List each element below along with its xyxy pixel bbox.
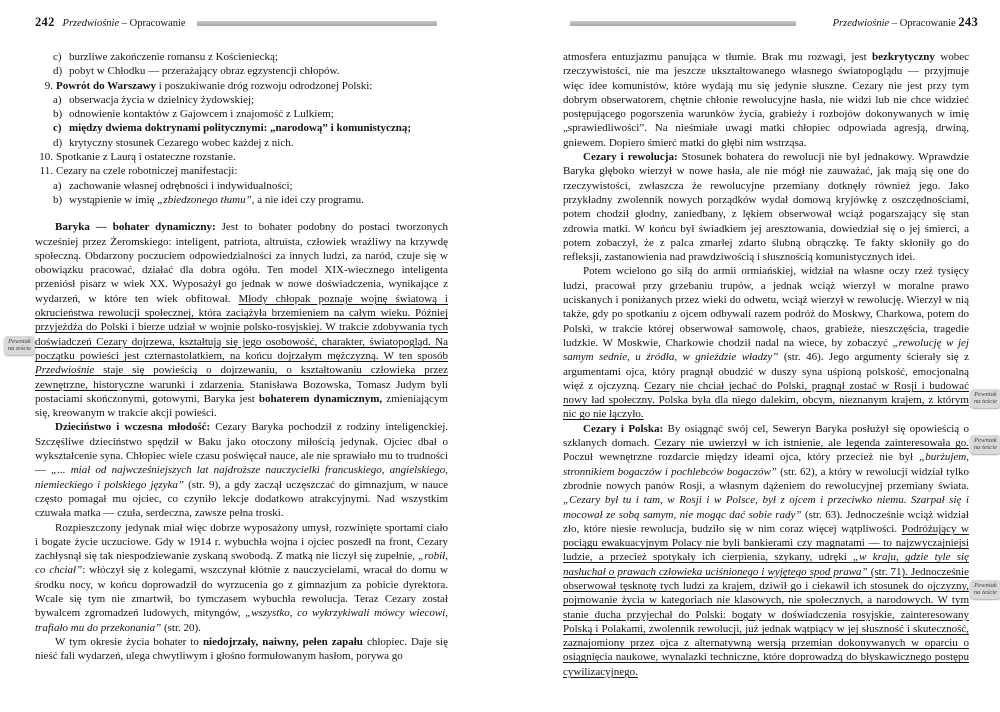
margin-note-label: na teście — [973, 398, 998, 406]
margin-note-label: Pewniak — [974, 437, 997, 444]
margin-note-exam-tip — [970, 435, 1000, 454]
text-run: Cezary i Polska: — [583, 422, 664, 435]
text-run: W tym okresie życia bohater to — [55, 635, 203, 648]
text-run: : włóczył się z kolegami, wszczynał kłótnie z nauczycielami, wracał do domu w środku nocy, w końcu doprowadził do wyrzucenia go z gimnazjum za pobicie dyrektora. Wcale się tym nie zmartwił, bo tymczasem wybuchła rewolucja. Teraz Cezary został bywalcem zgromadzeń ludowych, mityngów, — [35, 564, 448, 620]
text-run: Cezary na czele robotniczej manifestacji: — [56, 165, 238, 178]
left-page-number: 242 — [35, 15, 55, 29]
underlined-passage: Podróżujący w pociągu ewakuacyjnym Polacy nie byli bankierami czy magnatami — to najzwyczajniejsi ludzie, a przecież spotykały ich cierpienia, szykany, udręki — [563, 522, 969, 564]
underlined-passage: (str. 71). Jednocześnie obserwował tęsknotę tych ludzi za krajem, dziwił go i ciekawił ich stosunek do ojczyzny, pojmowanie życia w kategoriach nie klasowych, nie społecznych, a narodowych. W tym stanie ducha przyjechał do Polski: bogaty w doświadczenia rosyjskie, zainteresowany Polską i Polakami, zwolennik rewolucji, już jednak wątpiący w jej słuszność i skuteczność, zaznajomiony przez ojca z alternatywną wersją przemian dokonywanych w oparciu o osiągnięcia naukowe, wynalazki techniczne, które doprowadzą do błyskawicznego postępu cywilizacyjnego. — [563, 565, 969, 678]
text-run: „wszystko, co wykrzykiwali mówcy wiecowi, trafiało mu do przekonania” — [35, 607, 449, 634]
paragraph — [563, 422, 969, 679]
list-marker: c) — [53, 51, 62, 63]
margin-note-label: Pewniak — [974, 582, 997, 589]
text-run: (str. 9), a gdy zaczął uczęszczać do gimnazjum, w nauce często pomagał mu ojciec, co czyniło lekcje dodatkowo atrakcyjnymi. Nad wszystkim czuwała matka — czuła, serdeczna, zawsze pełna troski. — [35, 478, 448, 520]
right-page-number: 243 — [958, 15, 978, 29]
list-marker: 11. — [39, 165, 53, 178]
right-header-subtitle: – Opracowanie — [889, 18, 959, 29]
right-page-header — [798, 15, 978, 30]
text-run: By osiągnąć swój cel, Seweryn Baryka posłużył się opowieścią o szklanych domach. — [563, 422, 970, 450]
text-run: odnowienie kontaktów z Gajowcem i znajomość z Lulkiem; — [69, 108, 334, 121]
paragraph — [35, 635, 448, 664]
left-header-book-title: Przedwiośnie — [62, 18, 120, 29]
left-header-subtitle: – Opracowanie — [119, 18, 186, 29]
text-run: bohaterem dynamicznym, — [258, 392, 383, 405]
text-run: chłopiec. Daje się nieść fali wydarzeń, ulega chwytliwym i głośno formułowanym hasłom, porywa go — [35, 635, 448, 663]
list-item — [35, 93, 448, 107]
list-marker: 9. — [44, 79, 53, 92]
text-run: Baryka — bohater dynamiczny: — [55, 221, 216, 234]
text-run: (str. 20). — [161, 621, 201, 634]
text-run: „zbiedzonego tłumu” — [157, 193, 252, 206]
list-marker: d) — [53, 65, 63, 78]
underlined-passage: Przedwiośnie — [35, 364, 95, 377]
text-run: Rozpieszczony jedynak miał więc dobrze wyposażony umysł, rozwinięte sportami ciało i bogate życie uczuciowe. Gdy w 1914 r. wybuchła wojna i ojciec poszedł na front, Cezary zachłysnął się tak niespodziewanie zyskaną swobodą. Z matką nie liczył się zupełnie, — [35, 521, 448, 563]
text-run: między dwiema doktrynami politycznymi: „narodową” i komunistyczną; — [69, 122, 412, 135]
text-run: (str. 62), a który w rewolucji widział tylko zbrodnie nowych panów Rosji, a własnym dążeniem do rewolucyjnej przemiany świata. — [563, 465, 970, 492]
text-run: i poszukiwanie dróg rozwoju odrodzonej Polski: — [156, 79, 373, 92]
text-run: atmosfera entuzjazmu panująca w tłumie. Brak mu rozwagi, jest — [563, 51, 872, 63]
right-page-text-column — [563, 50, 969, 679]
text-run: Powrót do Warszawy — [56, 79, 157, 92]
paragraph — [35, 420, 448, 520]
text-run: Spotkanie z Laurą i ostateczne rozstanie. — [56, 151, 236, 164]
list-item — [35, 193, 448, 207]
text-run: niedojrzały, naiwny, pełen zapału — [202, 635, 363, 648]
text-run: „rewolucję w jej samym sednie, u źródła, w gnieździe władzy” — [563, 336, 969, 364]
margin-note-exam-tip — [970, 580, 1000, 599]
list-marker: a) — [53, 179, 62, 192]
margin-note-exam-tip — [970, 389, 1000, 408]
list-item — [35, 50, 448, 64]
underlined-passage: Młody chłopak poznaje wojnę światową i okrucieństwa rewolucji społecznej, która zaciążyła brzemieniem na całym wieku. Później przyjeżdża do Polski i bierze udział w wojnie polsko-rosyjskiej. W trakcie zdobywania tych doświadczeń Cezary dojrzewa, kształtują się jego osobowość, charakter, światopogląd. Na początku powieści jest czternastolatkiem, na końcu dojrzałym mężczyzną. W ten sposób — [35, 292, 448, 362]
list-item — [35, 164, 448, 178]
text-run: zmieniającym się, kreowanym w trakcie akcji powieści. — [35, 392, 448, 420]
list-item — [35, 179, 448, 193]
text-run: „... miał od najwcześniejszych lat najdroższe nauczycielki francuskiego, angielskiego, niemieckiego i polskiego języka” — [35, 464, 448, 491]
paragraph — [35, 521, 448, 635]
list-item — [35, 150, 448, 164]
text-run: Stanisława Bozowska, Tomasz Judym byli postaciami skończonymi, gotowymi, Baryka jest — [35, 378, 448, 405]
margin-note-exam-tip — [4, 336, 35, 355]
margin-note-label: Pewniak — [8, 338, 31, 345]
paragraph — [563, 264, 969, 421]
text-run: Potem wcielono go siłą do armii ormiańskiej, widział na własne oczy rzeź tysięcy ludzi, pracował przy grzebaniu trupów, a jednak wciąż wierzył w moralne prawo uciskanych i poniżanych przez wieki do odwetu, wciąż wierzył w rewolucję. Wierzył w nią także, gdy po spotkaniu z ojcem odbywali razem podróż do Moskwy, Charkowa, potem do Polski, w trakcie której obserwował samowolę, chaos, grabieże, nieszczęścia, tragedie ludzkie. W Moskwie, Charkowie chodził nadal na wiece, by zobaczyć — [563, 265, 969, 349]
left-page-text-column — [35, 50, 448, 663]
text-run: zachowanie własnej odrębności i indywidualności; — [69, 179, 293, 192]
underlined-passage: staje się powieścią o dojrzewaniu, o kształtowaniu człowieka przez zewnętrzne, historyczne warunki i zdarzenia. — [35, 364, 448, 391]
list-item — [35, 136, 448, 150]
margin-note-label: Pewniak — [974, 391, 997, 398]
text-run: (str. 63). Jednocześnie wciąż widział zło, które niesie rewolucja, budziło się w nim coraz więcej wątpliwości. — [563, 508, 969, 535]
paragraph — [563, 150, 969, 264]
list-marker: b) — [53, 193, 63, 206]
list-item — [35, 79, 448, 93]
margin-note-label: na teście — [7, 345, 32, 353]
text-run: „Cezary był tu i tam, w Rosji i w Polsce, był z ojcem i przeciwko niemu. Szarpał się i mocował ze sobą samym, nie mogąc dać sobie rady” — [563, 494, 969, 521]
paragraph — [35, 220, 448, 420]
list-marker: b) — [53, 108, 63, 121]
text-run: Cezary Baryka pochodził z rodziny inteligenckiej. Szczęśliwe dzieciństwo spędził w Baku jako otoczony miłością jedynak. Ojciec dbał o wykształcenie syna. Chłopiec wiele czasu poświęcał nauce, ale nie sprawiało mu to trudności — — [35, 421, 449, 477]
left-page-header — [35, 15, 186, 30]
text-run: „burżujem, stronnikiem bogaczów i pochlebców bogaczów” — [563, 451, 969, 478]
list-marker: 10. — [39, 151, 53, 164]
text-run: Stosunek bohatera do rewolucji nie był jednakowy. Wprawdzie Baryka głęboko wierzył w nowe hasła, ale nie mógł nie zauważać, jak mają się one do rzeczywistości, zwłaszcza że rewolucyjne przemiany dotknęły również jego. Jako przykładny zwolennik nowych porządków wydał domową kryjówkę z oszczędnościami, potem chodził głodny, zaniedbany, z lękiem obserwował wciąż pogarszający się stan zdrowia matki. W końcu był świadkiem jej aresztowania, dowiedział się o jej śmierci, a potem zobaczył, że z palca zmarłej zdarto ślubną obrączkę. Te fakty skłoniły go do refleksji, zastanowienia nad prawdziwością i słusznością komunistycznych idei. — [563, 151, 969, 264]
text-run: Jest to bohater podobny do postaci tworzonych wcześniej przez Żeromskiego: inteligent, patriota, altruista, człowiek wrażliwy na krzywdę społeczną. Obdarzony poczuciem odpowiedzialności za innych ludzi, za naród, czuje się w obowiązku pracować, działać dla dobra ogółu. Ten model XIX-wiecznego inteligenta przeniósł pisarz w wiek XX. Wyposażył go jednak w nowe doświadczenia, wynikające z wydarzeń, w które ten wiek obfitował. — [35, 221, 448, 305]
text-run: „robił, co chciał” — [35, 550, 448, 577]
right-header-book-title: Przedwiośnie — [832, 18, 890, 29]
text-run: wystąpienie w imię — [69, 193, 158, 206]
text-run: obserwacja życia w dzielnicy żydowskiej; — [69, 93, 255, 106]
text-run: Poczuł wewnętrzne rozdarcie między ideami ojca, który przecież nie był — [563, 451, 920, 464]
text-run: pobyt w Chłodku — przerażający obraz egzystencji chłopów. — [69, 65, 340, 78]
underlined-passage: Cezary nie chciał jechać do Polski, pragnął zostać w Rosji i budować nowy ład społeczny. Polska była dla niego dalekim, obcym, nieznanym krajem, z którym nic go nie łączyło. — [563, 379, 969, 421]
list-item — [35, 64, 448, 78]
text-run: Dzieciństwo i wczesna młodość: — [55, 421, 211, 434]
underlined-passage: „w kraju, gdzie tyle się nasłuchał o prawach człowieka uciśnionego i wyjętego spod prawa” — [563, 551, 969, 578]
right-header-rule — [570, 21, 796, 26]
text-run: bezkrytyczny — [872, 51, 935, 63]
text-run: burzliwe zakończenie romansu z Kościeniecką; — [69, 51, 278, 63]
left-header-rule — [197, 21, 437, 26]
margin-note-label: na teście — [973, 444, 998, 452]
list-marker: c) — [53, 122, 62, 135]
text-run: Cezary i rewolucja: — [583, 151, 678, 164]
underlined-passage: Cezary nie uwierzył w ich istnienie, ale legenda zainteresowała go. — [654, 437, 969, 450]
list-item — [35, 107, 448, 121]
list-item — [35, 121, 448, 135]
paragraph — [563, 50, 969, 150]
list-marker: a) — [53, 93, 62, 106]
text-run: (str. 46). Jego argumenty ścierały się z argumentami ojca, który pragnął obudzić w duszy syna uśpioną polskość, emocjonalną więź z ojczyzną. — [563, 351, 969, 392]
text-run: , a nie idei czy programu. — [251, 193, 364, 206]
list-marker: d) — [53, 136, 63, 149]
margin-note-label: na teście — [973, 589, 998, 597]
text-run: krytyczny stosunek Cezarego wobec każdej z nich. — [69, 136, 294, 149]
text-run: wobec rzeczywistości, nie ma jeszcze ukształtowanego własnego światopoglądu — przyjmuje więc idee komunistów, które wydają mu się jedynie słuszne. Cezary nie jest przy tym dobrym obserwatorem, chętnie chłonie rewolucyjne hasła, nie widzi lub nie chce widzieć postępującego pogorszenia warunków życia, grabieży i rozbojów dokonywanych w imię „sprawiedliwości”. Na nieśmiałe uwagi matki chłopiec odpowiada agresją, drwiną, gniewem. Dopiero śmierć matki do głębi nim wstrząsa. — [563, 51, 969, 149]
